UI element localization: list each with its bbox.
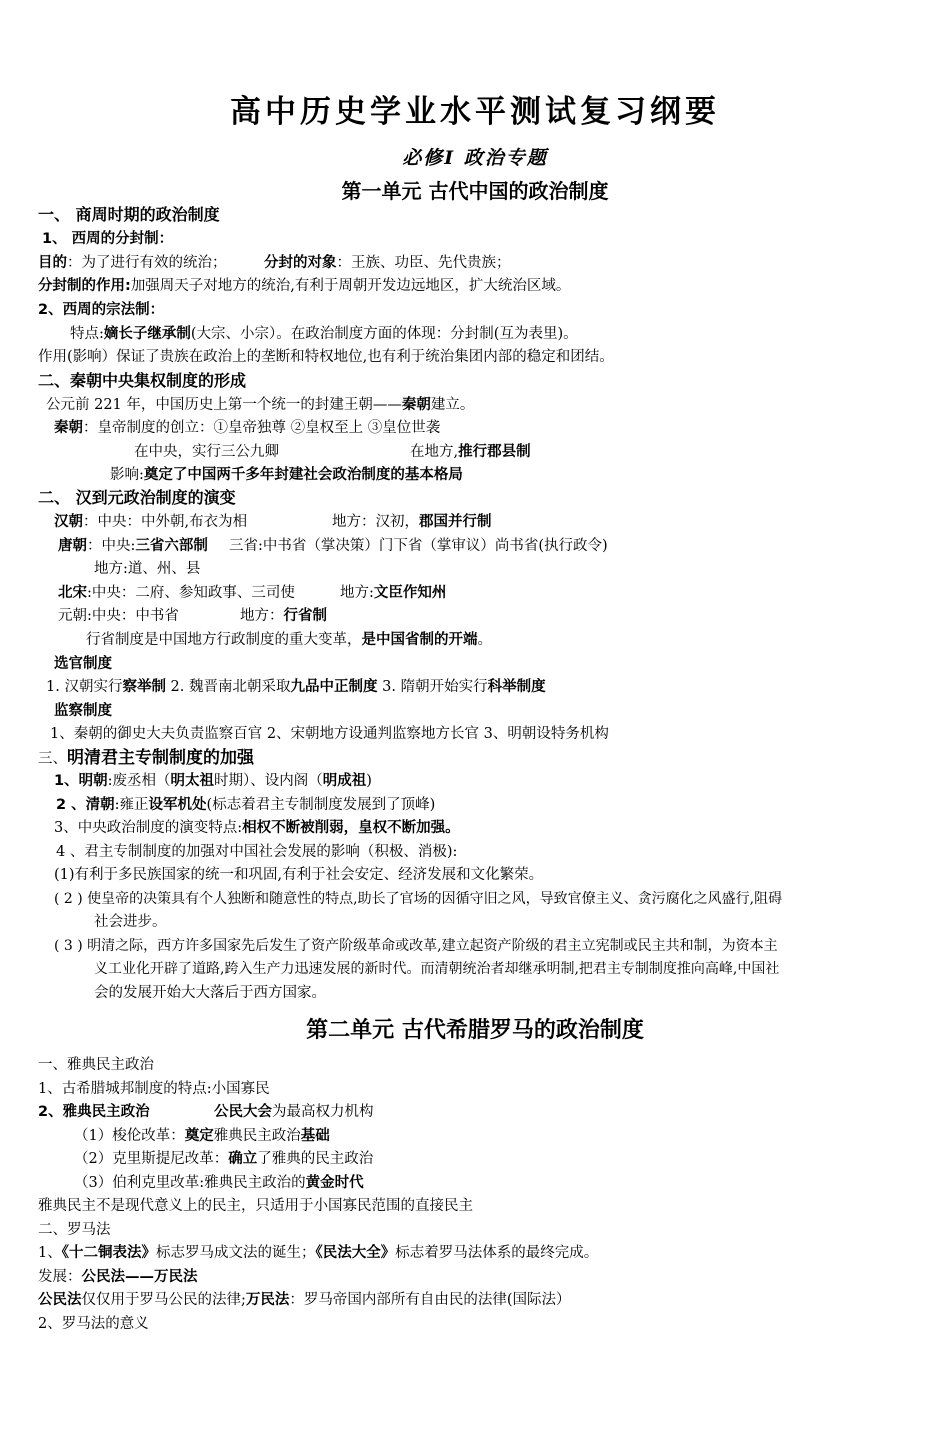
text-line: 1、秦朝的御史大夫负责监察百官 2、宋朝地方设通判监察地方长官 3、明朝设特务机构 [50, 726, 609, 742]
text-line: 在地方,推行郡县制 [410, 444, 531, 460]
text-line: 4 、君主专制制度的加强对中国社会发展的影响（积极、消极): [56, 844, 458, 860]
document-title: 高中历史学业水平测试复习纲要 [230, 94, 720, 130]
text-line: 三省:中书省（掌决策）门下省（掌审议）尚书省(执行政令) [229, 538, 608, 554]
text-line: ( 3 ) 明清之际，西方许多国家先后发生了资产阶级革命或改革,建立起资产阶级的君主立宪制或民主共和制，为资本主 [54, 938, 778, 954]
text-line: 2、罗马法的意义 [38, 1316, 149, 1332]
text-line: ( 2 ) 使皇帝的决策具有个人独断和随意性的特点,助长了官场的因循守旧之风，导致官僚主义、贪污腐化之风盛行,阻碍 [54, 891, 783, 907]
text-line: 雅典民主不是现代意义上的民主，只适用于小国寡民范围的直接民主 [38, 1198, 473, 1214]
text-line: 发展：公民法——万民法 [38, 1269, 198, 1285]
text-line: 1、古希腊城邦制度的特点:小国寡民 [38, 1081, 270, 1097]
text-line: 影响:奠定了中国两千多年封建社会政治制度的基本格局 [110, 467, 463, 483]
section-heading: 二、罗马法 [38, 1222, 111, 1238]
text-line: 地方:文臣作知州 [340, 585, 447, 601]
text-line: 1、明朝:废丞相（明太祖时期）、设内阁（明成祖) [54, 773, 372, 789]
text-line: 唐朝：中央:三省六部制 [58, 538, 208, 554]
text-line: 公民法仅仅用于罗马公民的法律;万民法：罗马帝国内部所有自由民的法律(国际法） [38, 1292, 571, 1308]
document-subtitle: 必修Ⅰ 政治专题 [402, 147, 548, 169]
text-line: 地方：行省制 [240, 608, 327, 624]
subsection-heading: 2、西周的宗法制： [38, 302, 165, 318]
section-heading: 一、 商周时期的政治制度 [38, 205, 220, 224]
text-line: 公民大会为最高权力机构 [214, 1104, 374, 1120]
text-line: 义工业化开辟了道路,跨入生产力迅速发展的新时代。而清朝统治者却继承明制,把君主专制制度推向高峰,中国社 [94, 961, 780, 977]
text-line: 社会进步。 [94, 914, 167, 930]
unit-2-heading: 第二单元 古代希腊罗马的政治制度 [306, 1018, 644, 1043]
text-line: 3、中央政治制度的演变特点:相权不断被削弱，皇权不断加强。 [54, 820, 460, 836]
text-line: （1）梭伦改革：奠定雅典民主政治基础 [74, 1128, 330, 1144]
text-line: 目的：为了进行有效的统治； [38, 255, 227, 271]
subsection-heading: 监察制度 [54, 703, 112, 719]
text-line: 元朝:中央：中书省 [58, 608, 179, 624]
text-line: 在中央，实行三公九卿 [134, 444, 279, 460]
text-line: 分封制的作用:加强周天子对地方的统治,有利于周朝开发边远地区，扩大统治区域。 [38, 278, 571, 294]
text-line: 1、《十二铜表法》标志罗马成文法的诞生；《民法大全》标志着罗马法体系的最终完成。 [38, 1245, 599, 1261]
subsection-heading: 选官制度 [54, 656, 112, 672]
subsection-heading: 2、雅典民主政治 [38, 1104, 150, 1120]
text-line: 行省制度是中国地方行政制度的重大变革，是中国省制的开端。 [86, 632, 492, 648]
text-line: 作用(影响）保证了贵族在政治上的垄断和特权地位,也有利于统治集团内部的稳定和团结。 [38, 349, 614, 365]
text-line: （3）伯利克里改革:雅典民主政治的黄金时代 [74, 1175, 364, 1191]
text-line: 2 、清朝:雍正设军机处(标志着君主专制制度发展到了顶峰) [56, 797, 436, 813]
unit-1-heading: 第一单元 古代中国的政治制度 [341, 179, 609, 203]
text-line: 汉朝：中央：中外朝,布衣为相 [54, 514, 248, 530]
text-line: 公元前 221 年，中国历史上第一个统一的封建王朝——秦朝建立。 [46, 397, 475, 413]
text-line: 地方:道、州、县 [94, 561, 201, 577]
text-line: 地方：汉初，郡国并行制 [332, 514, 492, 530]
text-line: 特点:嫡长子继承制(大宗、小宗）。在政治制度方面的体现：分封制(互为表里)。 [70, 326, 578, 342]
text-line: （2）克里斯提尼改革：确立了雅典的民主政治 [74, 1151, 374, 1167]
text-line: 北宋:中央：二府、参知政事、三司使 [58, 585, 295, 601]
text-line: 分封的对象：王族、功臣、先代贵族； [264, 255, 511, 271]
text-line: (1)有利于多民族国家的统一和巩固,有利于社会安定、经济发展和文化繁荣。 [54, 867, 544, 883]
section-heading: 一、雅典民主政治 [38, 1057, 154, 1073]
section-heading: 三、明清君主专制制度的加强 [38, 748, 254, 768]
section-heading: 二、秦朝中央集权制度的形成 [38, 371, 247, 390]
text-line: 1. 汉朝实行察举制 2. 魏晋南北朝采取九品中正制度 3. 隋朝开始实行科举制度 [46, 679, 546, 695]
text-line: 会的发展开始大大落后于西方国家。 [94, 985, 326, 1001]
subsection-heading: 1、 西周的分封制： [42, 231, 174, 247]
section-heading: 二、 汉到元政治制度的演变 [38, 488, 236, 507]
text-line: 秦朝：皇帝制度的创立：①皇帝独尊 ②皇权至上 ③皇位世袭 [54, 420, 441, 436]
